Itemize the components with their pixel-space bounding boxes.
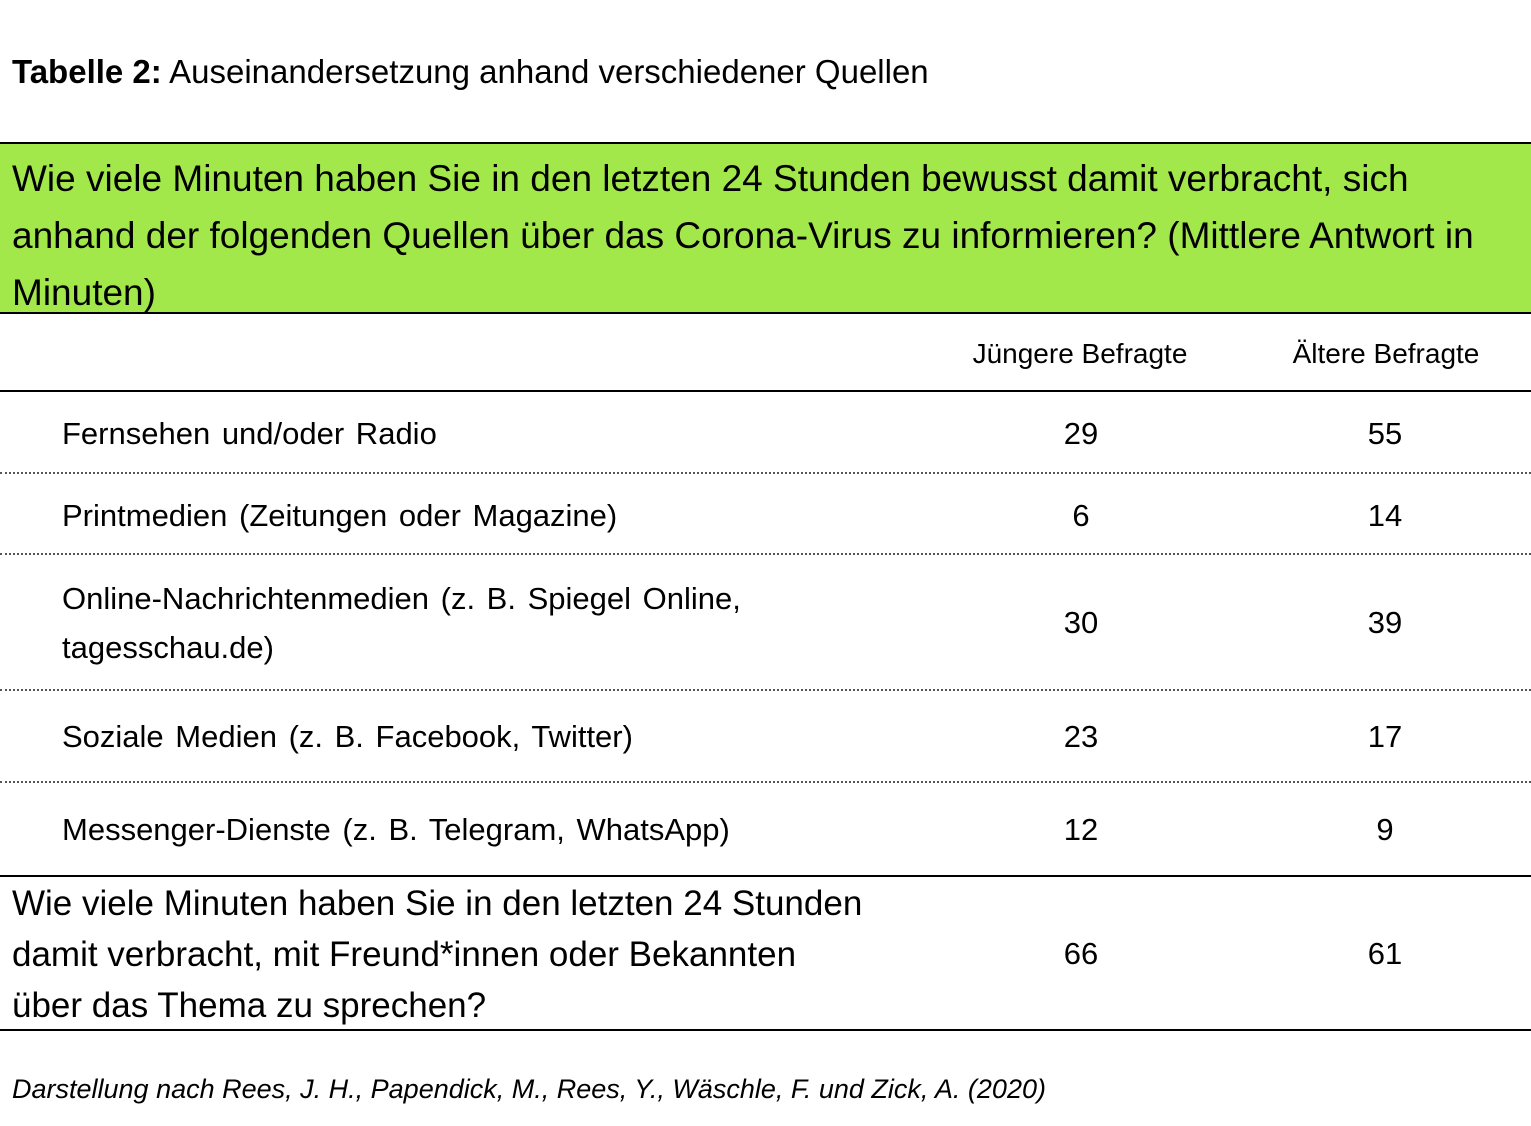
column-header-young: Jüngere Befragte (972, 338, 1188, 369)
summary-cell-young: 66 (1063, 936, 1099, 971)
cell-young: 12 (1063, 812, 1099, 847)
row-label: Online-Nachrichtenmedien (z. B. Spiegel Online, (62, 581, 741, 616)
summary-question: Wie viele Minuten haben Sie in den letzten 24 Stunden damit verbracht, mit Freund*innen oder Bekannten über das Thema zu sprechen? (12, 884, 863, 1025)
row-label: Soziale Medien (z. B. Facebook, Twitter) (62, 719, 633, 754)
header-divider (0, 390, 1531, 392)
cell-old: 55 (1367, 416, 1403, 451)
cell-young: 23 (1063, 719, 1099, 754)
caption-text: Auseinandersetzung anhand verschiedener Quellen (161, 53, 929, 90)
row-label: Printmedien (Zeitungen oder Magazine) (62, 498, 618, 533)
cell-old: 14 (1367, 498, 1403, 533)
row-label-continued: tagesschau.de) (62, 630, 274, 665)
cell-young: 30 (1063, 605, 1099, 640)
cell-young: 29 (1063, 416, 1099, 451)
row-divider (0, 781, 1531, 783)
cell-old: 9 (1376, 812, 1394, 847)
question-text: Wie viele Minuten haben Sie in den letzten 24 Stunden bewusst damit verbracht, sich anhand der folgenden Quellen über das Corona-Virus zu informieren? (Mittlere Antwort in Minuten) (12, 158, 1474, 313)
cell-old: 17 (1367, 719, 1403, 754)
column-header-old: Ältere Befragte (1292, 338, 1480, 369)
question-header (0, 142, 1531, 314)
table-bottom-border (0, 1029, 1531, 1031)
caption-label: Tabelle 2: (12, 53, 162, 90)
table-caption (12, 52, 929, 92)
row-divider (0, 553, 1531, 555)
cell-young: 6 (1072, 498, 1090, 533)
summary-cell-old: 61 (1367, 936, 1403, 971)
row-divider (0, 689, 1531, 691)
section-divider (0, 875, 1531, 877)
cell-old: 39 (1367, 605, 1403, 640)
row-label: Fernsehen und/oder Radio (62, 416, 437, 451)
row-label: Messenger-Dienste (z. B. Telegram, WhatsApp) (62, 812, 730, 847)
row-divider (0, 472, 1531, 474)
source-footnote: Darstellung nach Rees, J. H., Papendick, M., Rees, Y., Wäschle, F. und Zick, A. (2020) (12, 1074, 1046, 1104)
